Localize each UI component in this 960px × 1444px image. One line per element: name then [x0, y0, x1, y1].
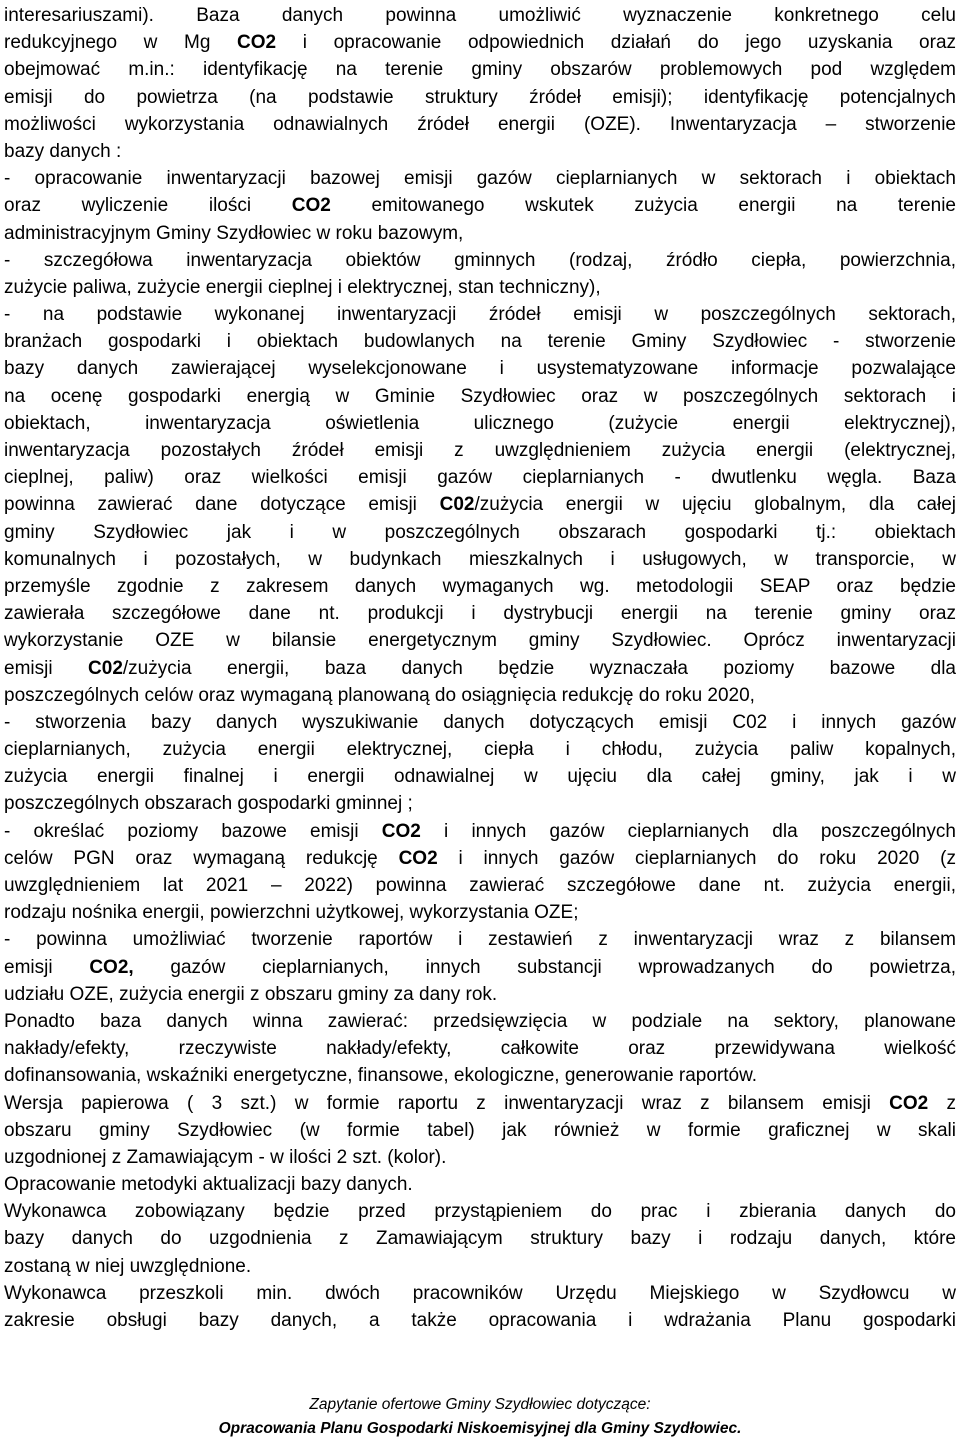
text-line: zostaną w niej uwzględnione. [4, 1255, 252, 1277]
text-line: branżach gospodarki i obiektach budowlanych na terenie Gminy Szydłowiec - stworzenie [4, 331, 956, 353]
text-line: dofinansowania, wskaźniki energetyczne, finansowe, ekologiczne, generowanie raportów. [4, 1065, 758, 1087]
text-line: administracyjnym Gminy Szydłowiec w roku bazowym, [4, 222, 464, 244]
text-line: zawierała szczegółowe dane nt. produkcji i dystrybucji energii na terenie gminy oraz [4, 603, 956, 625]
text-line: emisji C02/zużycia energii, baza danych będzie wyznaczała poziomy bazowe dla [4, 657, 956, 679]
text-line: możliwości wykorzystania odnawialnych źródeł energii (OZE). Inwentaryzacja – stworzenie [4, 113, 956, 135]
text-line: bazy danych zawierającej wyselekcjonowane i usystematyzowane informacje pozwalające [4, 358, 956, 380]
co2-bold: C02 [439, 494, 475, 516]
text-line: Wykonawca zobowiązany będzie przed przystąpieniem do prac i zbierania danych do [4, 1201, 956, 1223]
footer-line-2: Opracowania Planu Gospodarki Niskoemisyjnej dla Gminy Szydłowiec. [218, 1420, 742, 1437]
text-line: inwentaryzacja pozostałych źródeł emisji z uwzględnieniem zużycia energii (elektrycznej, [4, 440, 956, 461]
text-line: na ocenę gospodarki energią w Gminie Szydłowiec oraz w poszczególnych sektorach i [4, 385, 956, 407]
text-line: uwzględnieniem lat 2021 – 2022) powinna zawierać szczegółowe dane nt. zużycia energii, [4, 875, 956, 896]
text-line: obejmować m.in.: identyfikację na terenie gminy obszarów problemowych pod względem [4, 59, 956, 81]
text-line: wykorzystanie OZE w bilansie energetycznym gminy Szydłowiec. Oprócz inwentaryzacji [4, 630, 956, 652]
text-line: emisji do powietrza (na podstawie struktury źródeł emisji); identyfikację potencjalnych [4, 86, 956, 108]
text-line: Ponadto baza danych winna zawierać: przedsięwzięcia w podziale na sektory, planowane [4, 1010, 956, 1032]
text-line: - szczegółowa inwentaryzacja obiektów gminnych (rodzaj, źródło ciepła, powierzchnia, [4, 249, 956, 271]
document-body [4, 2, 956, 1334]
text-line: redukcyjnego w Mg CO2 i opracowanie odpowiednich działań do jego uzyskania oraz [4, 32, 957, 54]
text-line: obszaru gminy Szydłowiec (w formie tabel) jak również w formie graficznej w skali [4, 1119, 956, 1141]
text-line: poszczególnych celów oraz wymaganą planowaną do osiągnięcia redukcję do roku 2020, [4, 684, 755, 706]
text-line: komunalnych i pozostałych, w budynkach mieszkalnych i usługowych, w transporcie, w [4, 548, 956, 570]
text-line: Opracowanie metodyki aktualizacji bazy danych. [4, 1174, 413, 1196]
co2-bold: CO2 [381, 820, 421, 842]
co2-bold: C02 [88, 657, 123, 679]
co2-bold: CO2 [237, 32, 277, 54]
co2-bold: CO2, [89, 956, 134, 978]
text-line: celów PGN oraz wymaganą redukcję CO2 i innych gazów cieplarnianych do roku 2020 (z [4, 847, 956, 869]
text-line: uzgodnionej z Zamawiającym - w ilości 2 szt. (kolor). [4, 1146, 447, 1168]
text-line: udziału OZE, zużycia energii z obszaru gminy za dany rok. [4, 983, 498, 1005]
text-line: rodzaju nośnika energii, powierzchni użytkowej, wykorzystania OZE; [4, 902, 579, 924]
text-line: bazy danych do uzgodnienia z Zamawiającym struktury bazy i rodzaju danych, które [4, 1228, 956, 1250]
text-line: przemyśle zgodnie z zakresem danych wymaganych wg. metodologii SEAP oraz będzie [4, 575, 956, 597]
text-line: - określać poziomy bazowe emisji CO2 i innych gazów cieplarnianych dla poszczególnych [4, 820, 957, 842]
text-line: zużycia energii finalnej i energii odnawialnej w ujęciu dla całej gminy, jak i w [4, 766, 956, 788]
text-line: bazy danych : [4, 140, 122, 162]
text-line: cieplarnianych, zużycia energii elektrycznej, ciepła i chłodu, zużycia paliw kopalnych, [4, 739, 956, 761]
text-line: Wersja papierowa ( 3 szt.) w formie raportu z inwentaryzacji wraz z bilansem emisji CO2 z [4, 1092, 956, 1114]
text-line: - powinna umożliwiać tworzenie raportów i zestawień z inwentaryzacji wraz z bilansem [4, 929, 956, 951]
text-line: emisji CO2, gazów cieplarnianych, innych substancji wprowadzanych do powietrza, [4, 956, 956, 978]
footer-line-1: Zapytanie ofertowe Gminy Szydłowiec dotyczące: [309, 1396, 651, 1413]
text-line: - opracowanie inwentaryzacji bazowej emisji gazów cieplarnianych w sektorach i obiektach [4, 168, 956, 190]
text-line: - na podstawie wykonanej inwentaryzacji źródeł emisji w poszczególnych sektorach, [4, 304, 956, 326]
text-line: - stworzenia bazy danych wyszukiwanie danych dotyczących emisji C02 i innych gazów [4, 711, 956, 733]
text-line: powinna zawierać dane dotyczące emisji C02/zużycia energii w ujęciu globalnym, dla całej [4, 494, 956, 516]
text-line: Wykonawca przeszkoli min. dwóch pracowników Urzędu Miejskiego w Szydłowcu w [4, 1282, 956, 1304]
co2-bold: CO2 [889, 1092, 929, 1114]
text-line: zakresie obsługi bazy danych, a także opracowania i wdrażania Planu gospodarki [4, 1310, 956, 1331]
text-line: oraz wyliczenie ilości CO2 emitowanego wskutek zużycia energii na terenie [4, 195, 956, 217]
co2-bold: CO2 [398, 847, 438, 869]
text-line: zużycie paliwa, zużycie energii cieplnej i elektrycznej, stan techniczny), [4, 276, 601, 298]
co2-bold: CO2 [291, 195, 331, 217]
text-line: obiektach, inwentaryzacja oświetlenia ulicznego (zużycie energii elektrycznej), [4, 412, 956, 434]
text-line: cieplnej, paliw) oraz wielkości emisji gazów cieplarnianych - dwutlenku węgla. Baza [4, 467, 956, 489]
text-line: interesariuszami). Baza danych powinna umożliwić wyznaczenie konkretnego celu [4, 5, 956, 26]
text-line: nakłady/efekty, rzeczywiste nakłady/efekty, całkowite oraz przewidywana wielkość [4, 1038, 956, 1060]
text-line: gminy Szydłowiec jak i w poszczególnych obszarach gospodarki tj.: obiektach [4, 521, 956, 543]
text-line: poszczególnych obszarach gospodarki gminnej ; [4, 793, 413, 815]
